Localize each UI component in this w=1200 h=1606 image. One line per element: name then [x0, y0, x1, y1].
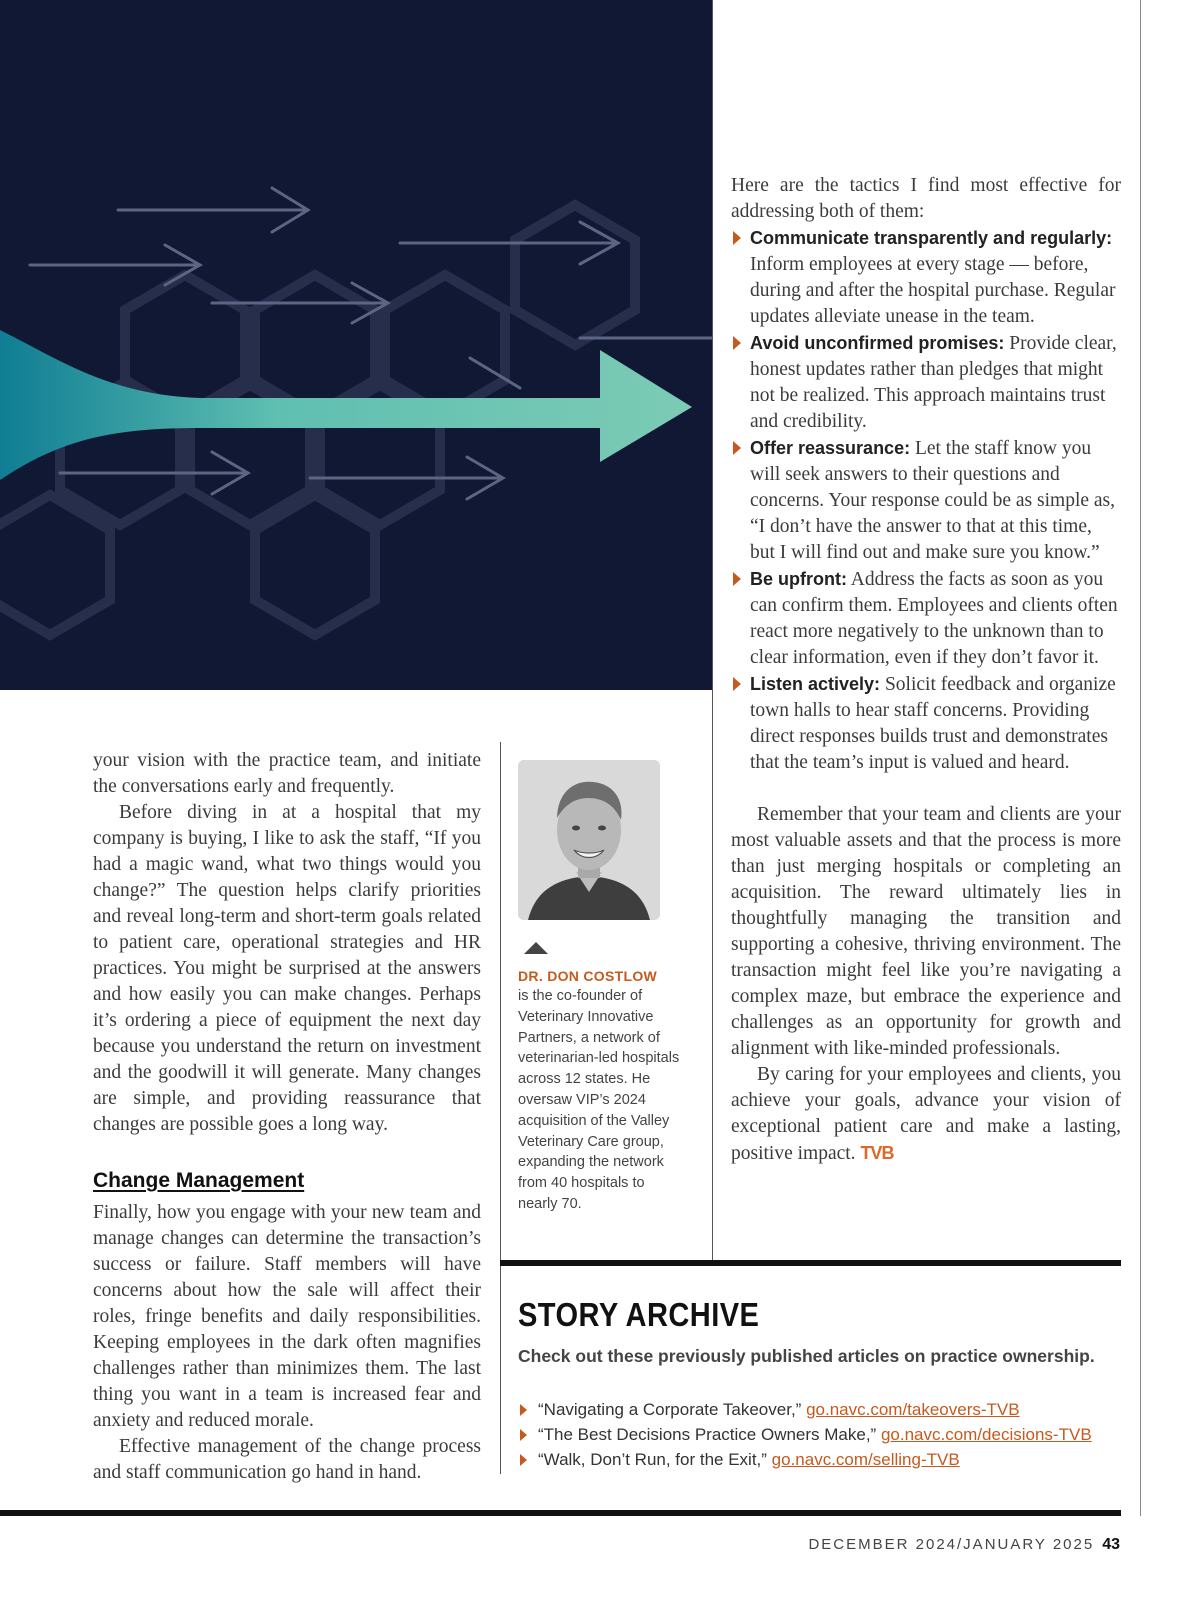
list-item	[731, 225, 1121, 330]
tactic-lead: Be upfront:	[750, 569, 847, 589]
right-paragraph-2-text: By caring for your employees and clients, you achieve your goals, advance your vision of exceptional patient care and make a lasting, positive impact.	[731, 1064, 1121, 1164]
footer-rule	[0, 1510, 1121, 1516]
author-description: is the co-founder of Veterinary Innovative Partners, a network of veterinarian-led hospitals across 12 states. He oversaw VIP’s 2024 acquisition of the Valley Veterinary Care group, expanding the network from 40 hospitals to nearly 70.	[518, 988, 680, 1212]
list-item	[518, 1397, 1118, 1422]
right-paragraph-1: Remember that your team and clients are your most valuable assets and that the process is more than just merging hospitals or completing an acquisition. The reward ultimately lies in thoughtfully managing the transition and supporting a cohesive, thriving environment. The transaction might feel like you’re navigating a complex maze, but embrace the experience and challenges as an opportunity for growth and alignment with like-minded professionals.	[731, 804, 1121, 1059]
list-item	[518, 1422, 1118, 1447]
archive-item-title: “Walk, Don’t Run, for the Exit,”	[538, 1450, 772, 1469]
right-paragraph-2	[731, 1062, 1121, 1167]
page-footer	[808, 1536, 1120, 1554]
bullet-arrow-icon	[520, 1454, 527, 1466]
archive-item-title: “Navigating a Corporate Takeover,”	[538, 1400, 807, 1419]
right-column	[731, 173, 1121, 1167]
tactic-lead: Listen actively:	[750, 674, 881, 694]
archive-item-title: “The Best Decisions Practice Owners Make,”	[538, 1425, 881, 1444]
archive-list	[518, 1397, 1118, 1472]
hero-illustration	[0, 0, 712, 690]
left-column	[93, 748, 481, 1486]
issue-date: DECEMBER 2024/JANUARY 2025	[808, 1536, 1095, 1553]
archive-link-selling[interactable]: go.navc.com/selling-TVB	[771, 1450, 960, 1469]
bullet-arrow-icon	[733, 677, 741, 691]
left-paragraph-4: Effective management of the change process and staff communication go hand in hand.	[93, 1436, 481, 1483]
list-item	[731, 330, 1121, 435]
archive-title: STORY ARCHIVE	[518, 1296, 760, 1333]
list-item	[731, 435, 1121, 566]
tactic-text: Provide clear, honest updates rather than pledges that might not be realized. This approach maintains trust and credibility.	[750, 333, 1117, 432]
tactic-text: Inform employees at every stage — before, during and after the hospital purchase. Regular updates alleviate unease in the team.	[750, 254, 1116, 327]
tactic-lead: Communicate transparently and regularly:	[750, 228, 1113, 248]
left-paragraph-3: Finally, how you engage with your new team and manage changes can determine the transaction’s success or failure. Staff members will have concerns about how the sale will affect their roles, fringe benefits and daily responsibilities. Keeping employees in the dark often magnifies challenges rather than minimizes them. The last thing you want in a team is increased fear and anxiety and reduced morale.	[93, 1202, 481, 1431]
tactic-lead: Avoid unconfirmed promises:	[750, 333, 1005, 353]
left-paragraph-1: your vision with the practice team, and initiate the conversations early and frequently.	[93, 750, 481, 797]
author-bio	[518, 760, 688, 1215]
tactic-text: Let the staff know you will seek answers to their questions and concerns. Your response could be as simple as, “I don’t have the answer to that at this time, but I will find out and make sure you know.”	[750, 438, 1116, 563]
bullet-arrow-icon	[733, 336, 741, 350]
arrows-hexagon-graphic	[0, 0, 712, 690]
tactic-lead: Offer reassurance:	[750, 438, 911, 458]
column-rule-left	[500, 742, 501, 1474]
list-item	[731, 671, 1121, 776]
author-photo	[518, 760, 660, 920]
teal-arrow-shape	[0, 330, 692, 480]
tactics-list	[731, 225, 1121, 776]
bullet-arrow-icon	[520, 1429, 527, 1441]
left-paragraph-2: Before diving in at a hospital that my company is buying, I like to ask the staff, “If you had a magic wand, what two things would you change?” The question helps clarify priorities and reveal long-term and short-term goals related to patient care, operational strategies and HR practices. You might be surprised at the answers and how easily you can make changes. Perhaps it’s ordering a piece of equipment the next day because you understand the return on investment and the goodwill it will generate. Many changes are simple, and providing reassurance that changes are possible goes a long way.	[93, 802, 481, 1135]
tvb-end-mark: TVB	[860, 1143, 894, 1163]
bullet-arrow-icon	[733, 441, 741, 455]
tactics-intro: Here are the tactics I find most effective for addressing both of them:	[731, 175, 1121, 222]
page-edge-rule	[1140, 0, 1141, 1516]
tactic-text: Solicit feedback and organize town halls to hear staff concerns. Providing direct responses builds trust and demonstrates that the team’s input is valued and heard.	[750, 674, 1116, 773]
page-number: 43	[1102, 1536, 1120, 1553]
archive-link-decisions[interactable]: go.navc.com/decisions-TVB	[880, 1425, 1092, 1444]
archive-top-rule	[500, 1260, 1121, 1266]
bullet-arrow-icon	[520, 1404, 527, 1416]
caption-pointer-icon	[524, 942, 548, 954]
archive-subtitle: Check out these previously published articles on practice ownership.	[518, 1346, 1095, 1366]
author-portrait-icon	[518, 760, 660, 920]
archive-link-takeovers[interactable]: go.navc.com/takeovers-TVB	[806, 1400, 1020, 1419]
story-archive	[518, 1296, 1118, 1472]
bullet-arrow-icon	[733, 572, 741, 586]
author-name: DR. DON COSTLOW	[518, 968, 658, 984]
list-item	[518, 1447, 1118, 1472]
list-item	[731, 566, 1121, 671]
bullet-arrow-icon	[733, 231, 741, 245]
column-rule-right	[712, 0, 713, 1262]
section-heading-change-management: Change Management	[93, 1169, 305, 1192]
tactic-text: Address the facts as soon as you can confirm them. Employees and clients often react more negatively to the unknown than to clear information, even if they don’t favor it.	[750, 569, 1118, 668]
